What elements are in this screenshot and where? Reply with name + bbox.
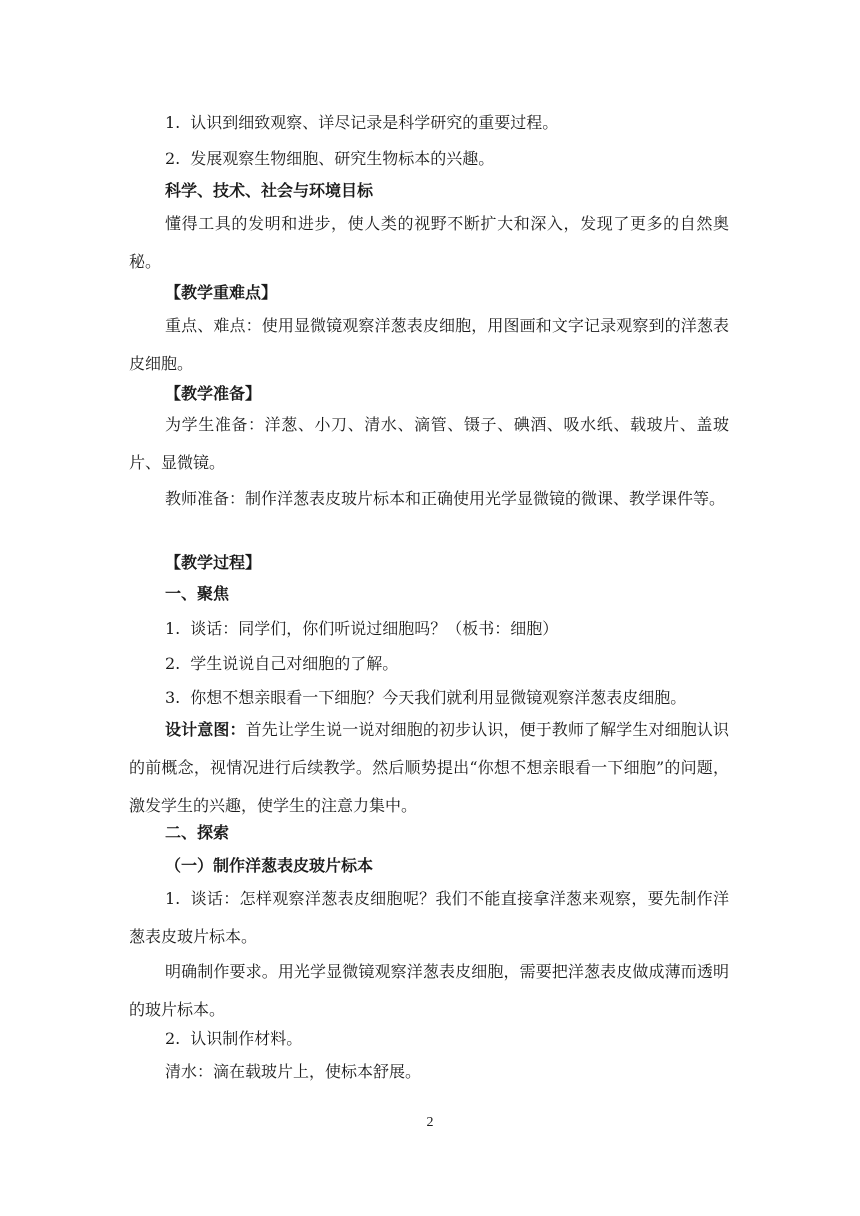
key-points-heading: 【教学重难点】 xyxy=(165,283,278,302)
focus-item-2 xyxy=(165,653,398,675)
list-text: 谈话：同学们，你们听说过细胞吗？（板书：细胞） xyxy=(190,619,559,638)
focus-item-1 xyxy=(165,618,558,640)
list-number: 1. xyxy=(165,889,181,908)
list-number: 2. xyxy=(165,654,181,673)
list-number: 1. xyxy=(165,113,181,132)
sts-paragraph: 懂得工具的发明和进步，使人类的视野不断扩大和深入，发现了更多的自然奥秘。 xyxy=(129,214,729,271)
design-intent-paragraph xyxy=(129,711,729,825)
list-text: 谈话：怎样观察洋葱表皮细胞呢？我们不能直接拿洋葱来观察，要先制作洋葱表皮玻片标本。 xyxy=(129,889,729,946)
make-item-2 xyxy=(165,1028,302,1050)
key-points-paragraph: 重点、难点：使用显微镜观察洋葱表皮细胞，用图画和文字记录观察到的洋葱表皮细胞。 xyxy=(129,316,729,373)
explore-heading: 二、探索 xyxy=(165,823,230,842)
list-text: 学生说说自己对细胞的了解。 xyxy=(190,654,399,673)
design-intent-label: 设计意图： xyxy=(165,720,246,739)
design-intent-text: 首先让学生说一说对细胞的初步认识，便于教师了解学生对细胞认识的前概念，视情况进行后续教学。然后顺势提出“你想不想亲眼看一下细胞”的问题，激发学生的兴趣，使学生的注意力集中。 xyxy=(129,720,729,815)
make-item-1-paragraph xyxy=(129,880,729,956)
student-preparation-paragraph: 为学生准备：洋葱、小刀、清水、滴管、镊子、碘酒、吸水纸、载玻片、盖玻片、显微镜。 xyxy=(129,415,729,472)
water-paragraph: 清水：滴在载玻片上，使标本舒展。 xyxy=(165,1062,422,1081)
list-text: 你想不想亲眼看一下细胞？今天我们就利用显微镜观察洋葱表皮细胞。 xyxy=(190,688,687,707)
make-slide-heading: （一）制作洋葱表皮玻片标本 xyxy=(165,856,374,875)
list-number: 3. xyxy=(165,688,181,707)
preparation-heading: 【教学准备】 xyxy=(165,384,262,403)
requirement-paragraph: 明确制作要求。用光学显微镜观察洋葱表皮细胞，需要把洋葱表皮做成薄而透明的玻片标本。 xyxy=(129,962,729,1019)
focus-item-3 xyxy=(165,687,686,709)
list-number: 2. xyxy=(165,1029,181,1048)
list-number: 2. xyxy=(165,149,181,168)
sts-heading: 科学、技术、社会与环境目标 xyxy=(165,181,374,200)
list-number: 1. xyxy=(165,619,181,638)
teacher-preparation-paragraph: 教师准备：制作洋葱表皮玻片标本和正确使用光学显微镜的微课、教学课件等。 xyxy=(165,489,726,508)
focus-heading: 一、聚焦 xyxy=(165,584,230,603)
list-text: 认识制作材料。 xyxy=(190,1029,303,1048)
list-text: 认识到细致观察、详尽记录是科学研究的重要过程。 xyxy=(190,113,559,132)
process-heading: 【教学过程】 xyxy=(165,553,262,572)
goal-item-1 xyxy=(165,112,558,134)
list-text: 发展观察生物细胞、研究生物标本的兴趣。 xyxy=(190,149,495,168)
page-number: 2 xyxy=(426,1115,434,1130)
goal-item-2 xyxy=(165,148,494,170)
